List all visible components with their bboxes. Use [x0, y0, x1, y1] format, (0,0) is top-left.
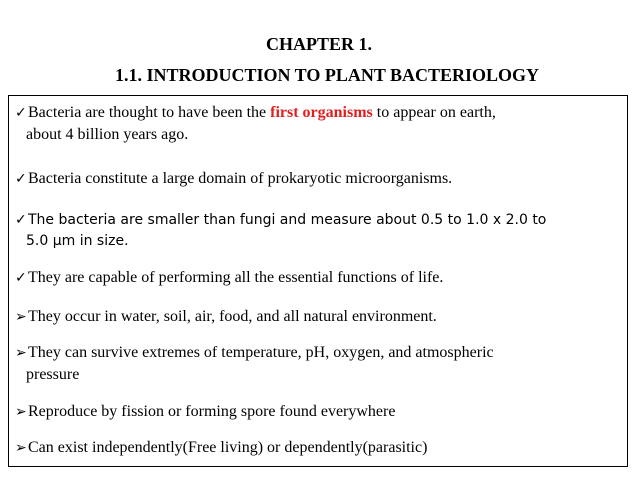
highlighted-term: first organisms: [270, 104, 373, 121]
list-item-size: [15, 210, 621, 252]
item-text: to appear on earth,: [372, 104, 496, 121]
checkmark-icon: ✓: [15, 270, 27, 286]
list-item-functions: [15, 267, 621, 289]
arrow-bullet-icon: ➢: [15, 404, 27, 420]
item-text: Reproduce by fission or forming spore found everywhere: [28, 403, 396, 420]
checkmark-icon: ✓: [15, 212, 27, 228]
item-text: Bacteria are thought to have been the: [28, 104, 271, 121]
list-item-reproduction: [15, 401, 621, 423]
list-item-first-organisms: [15, 102, 621, 145]
arrow-bullet-icon: ➢: [15, 440, 27, 456]
list-item-prokaryotic: [15, 168, 621, 190]
list-item-lifestyle: [15, 437, 621, 459]
checkmark-icon: ✓: [15, 171, 27, 187]
item-text-continued: pressure: [26, 366, 80, 383]
section-title: 1.1. INTRODUCTION TO PLANT BACTERIOLOGY: [114, 65, 540, 85]
arrow-bullet-icon: ➢: [15, 345, 27, 361]
list-item-habitat: [15, 306, 621, 328]
item-text: They occur in water, soil, air, food, and all natural environment.: [28, 308, 437, 325]
item-text: They are capable of performing all the essential functions of life.: [28, 269, 444, 286]
item-text-continued: 5.0 µm in size.: [26, 233, 129, 249]
item-text: Bacteria constitute a large domain of prokaryotic microorganisms.: [28, 170, 453, 187]
bullet-list-box: [8, 95, 628, 467]
list-item-extremes: [15, 342, 621, 385]
item-text: Can exist independently(Free living) or dependently(parasitic): [28, 439, 428, 456]
item-text-continued: about 4 billion years ago.: [26, 126, 189, 143]
arrow-bullet-icon: ➢: [15, 309, 27, 325]
chapter-title: CHAPTER 1.: [265, 34, 372, 54]
checkmark-icon: ✓: [15, 105, 27, 121]
item-text: The bacteria are smaller than fungi and measure about 0.5 to 1.0 x 2.0 to: [28, 212, 547, 228]
item-text: They can survive extremes of temperature, pH, oxygen, and atmospheric: [28, 344, 494, 361]
